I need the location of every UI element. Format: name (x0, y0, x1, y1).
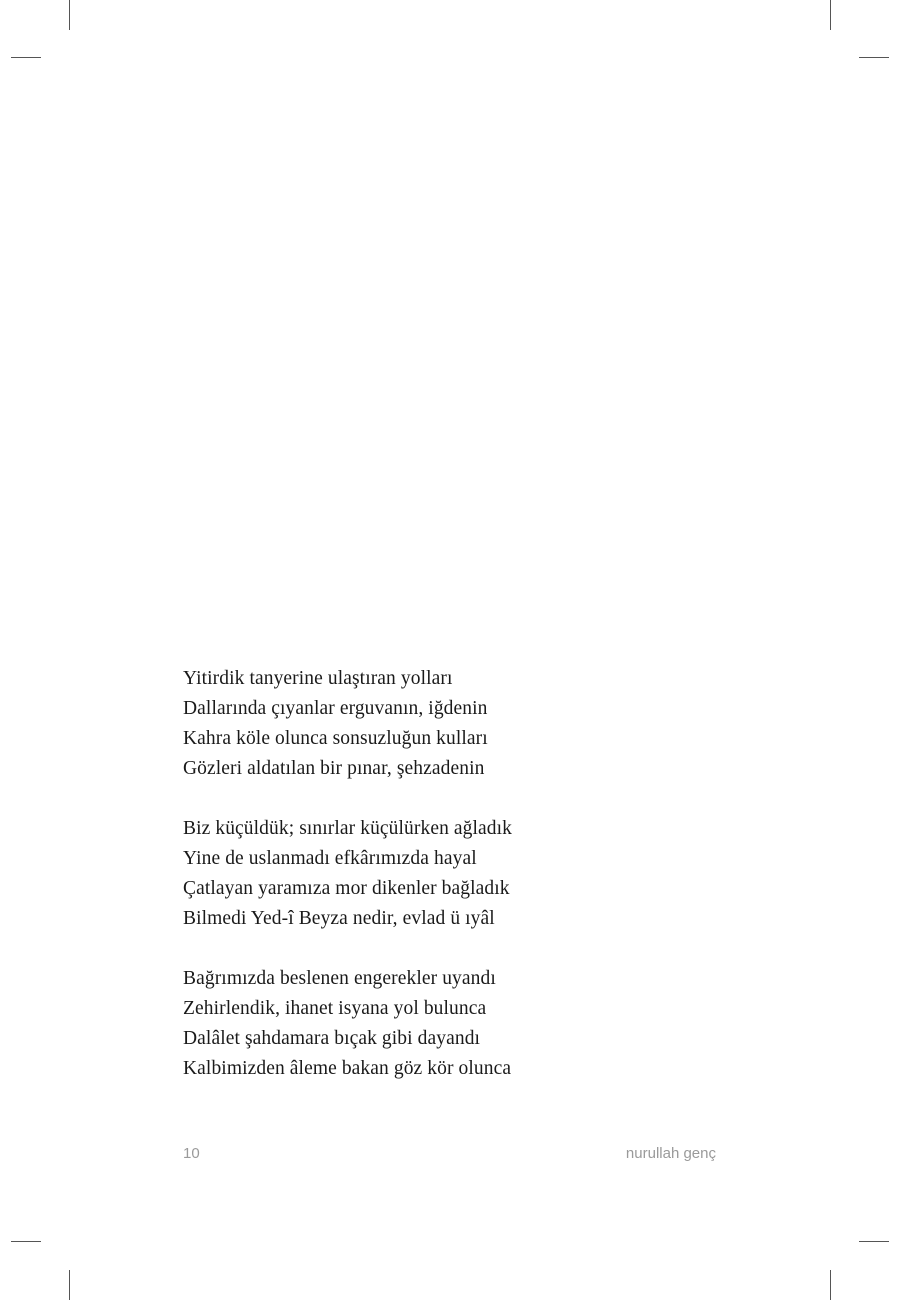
poem-line: Kahra köle olunca sonsuzluğun kulları (183, 728, 488, 749)
poem-line: Gözleri aldatılan bir pınar, şehzadenin (183, 758, 485, 779)
crop-mark-top-right-horizontal (859, 57, 889, 58)
poem (183, 664, 663, 1114)
page-number: 10 (183, 1145, 200, 1162)
running-footer-author: nurullah genç (625, 1145, 716, 1162)
crop-mark-top-left-vertical (69, 0, 70, 30)
poem-line: Dalâlet şahdamara bıçak gibi dayandı (183, 1028, 481, 1049)
poem-line: Yitirdik tanyerine ulaştıran yolları (183, 668, 453, 689)
poem-line: Bilmedi Yed-î Beyza nedir, evlad ü ıyâl (183, 908, 495, 929)
stanza-2 (183, 814, 663, 934)
crop-mark-bottom-left-horizontal (11, 1241, 41, 1242)
poem-line: Yine de uslanmadı efkârımızda hayal (183, 848, 477, 869)
crop-mark-bottom-right-horizontal (859, 1241, 889, 1242)
poem-line: Kalbimizden âleme bakan göz kör olunca (183, 1058, 512, 1079)
poem-line: Biz küçüldük; sınırlar küçülürken ağladık (183, 818, 513, 839)
crop-mark-top-right-vertical (830, 0, 831, 30)
stanza-3 (183, 964, 663, 1084)
poem-line: Dallarında çıyanlar erguvanın, iğdenin (183, 698, 488, 719)
poem-line: Bağrımızda beslenen engerekler uyandı (183, 968, 496, 989)
crop-mark-top-left-horizontal (11, 57, 41, 58)
crop-mark-bottom-left-vertical (69, 1270, 70, 1300)
poem-line: Zehirlendik, ihanet isyana yol bulunca (183, 998, 487, 1019)
poem-line: Çatlayan yaramıza mor dikenler bağladık (183, 878, 510, 899)
crop-mark-bottom-right-vertical (830, 1270, 831, 1300)
stanza-1 (183, 664, 663, 784)
